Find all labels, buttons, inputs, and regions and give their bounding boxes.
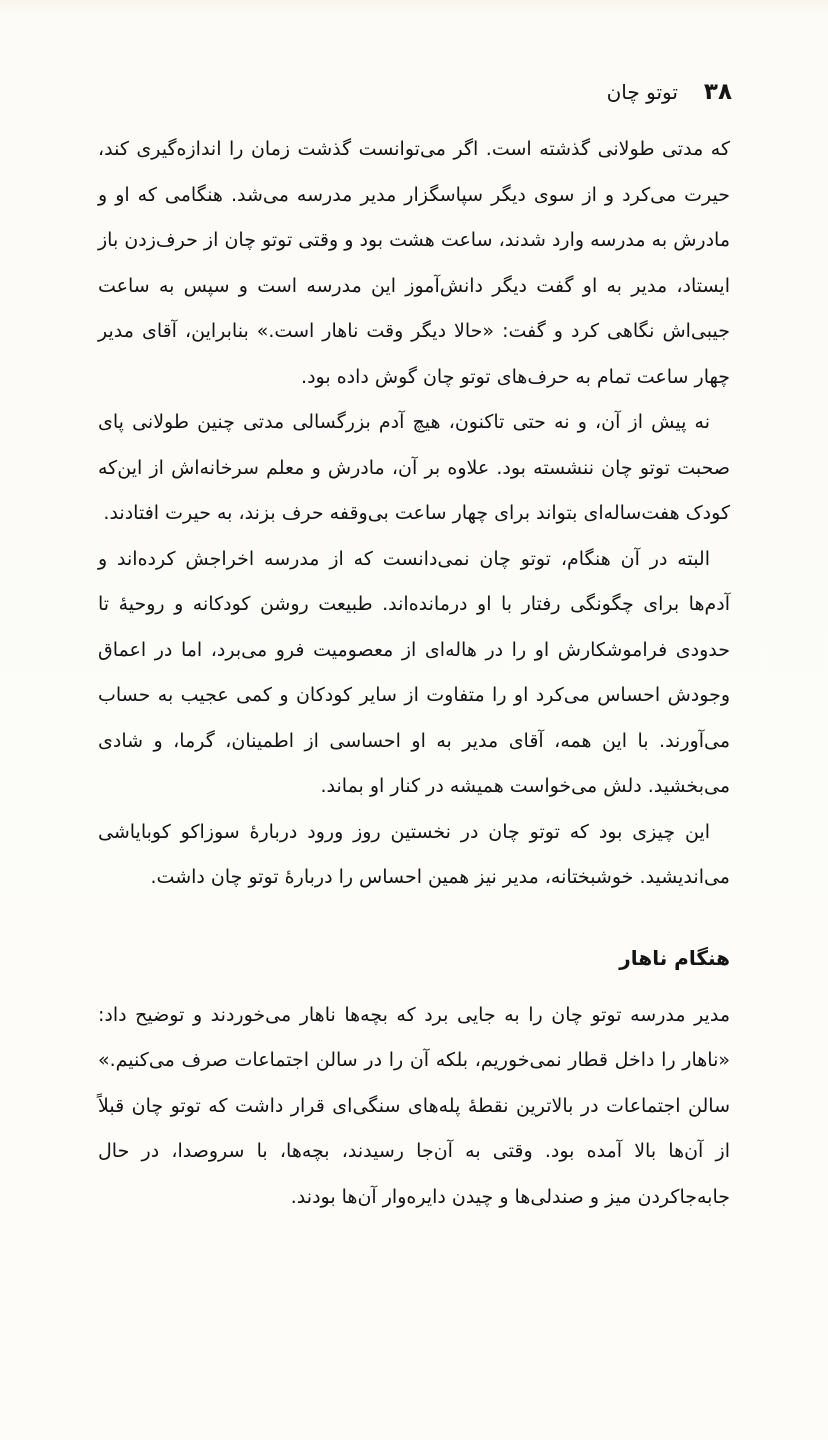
paragraph-4: این چیزی بود که توتو چان در نخستین روز ورود دربارهٔ سوزاکو کوبایاشی می‌اندیشید. خوشبختانه، مدیر نیز همین احساس را دربارهٔ توتو چان داشت. [98,820,730,888]
page-header [96,74,732,110]
running-title: توتو چان [606,80,678,104]
section-paragraph: مدیر مدرسه توتو چان را به جایی برد که بچه‌ها ناهار می‌خوردند و توضیح داد: «ناهار را داخل قطار نمی‌خوریم، بلکه آن را در سالن اجتماعات صرف می‌کنیم.» سالن اجتماعات در بالاترین نقطهٔ پله‌های سنگی‌ای قرار داشت که توتو چان قبلاً از آن‌ها بالا آمده بود. وقتی به آن‌جا رسیدند، بچه‌ها، با سروصدا، در حال جابه‌جاکردن میز و صندلی‌ها و چیدن دایره‌وار آن‌ها بودند. [98,1003,730,1208]
paragraph-1: که مدتی طولانی گذشته است. اگر می‌توانست گذشت زمان را اندازه‌گیری کند، حیرت می‌کرد و از سوی دیگر سپاسگزار مدیر مدرسه می‌شد. هنگامی که او و مادرش به مدرسه وارد شدند، ساعت هشت بود و وقتی توتو چان از حرف‌زدن باز ایستاد، مدیر به او گفت دیگر دانش‌آموز این مدرسه است و سپس به ساعت جیبی‌اش نگاهی کرد و گفت: «حالا دیگر وقت ناهار است.» بنابراین، آقای مدیر چهار ساعت تمام به حرف‌های توتو چان گوش داده بود. [98,138,730,388]
paragraph-3: البته در آن هنگام، توتو چان نمی‌دانست که از مدرسه اخراجش کرده‌اند و آدم‌ها برای چگونگی رفتار با او درمانده‌اند. طبیعت روشن کودکانه و روحیهٔ تا حدودی فراموشکارش او را در هاله‌ای از معصومیت فرو می‌برد، اما در اعماق وجودش احساس می‌کرد او را متفاوت از سایر کودکان و کمی عجیب به حساب می‌آورند. با این همه، آقای مدیر به او احساسی از اطمینان، گرما، و شادی می‌بخشید. دلش می‌خواست همیشه در کنار او بماند. [98,547,730,797]
paragraph-2: نه پیش از آن، و نه حتی تاکنون، هیچ آدم بزرگسالی مدتی چنین طولانی پای صحبت توتو چان ننشسته بود. علاوه بر آن، مادرش و معلم سرخانه‌اش از این‌که کودک هفت‌ساله‌ای بتواند برای چهار ساعت بی‌وقفه حرف بزند، به حیرت افتادند. [98,411,730,524]
section-heading: هنگام ناهار [619,945,730,970]
page-number: ۳۸ [703,79,732,105]
page-content [98,127,730,1220]
